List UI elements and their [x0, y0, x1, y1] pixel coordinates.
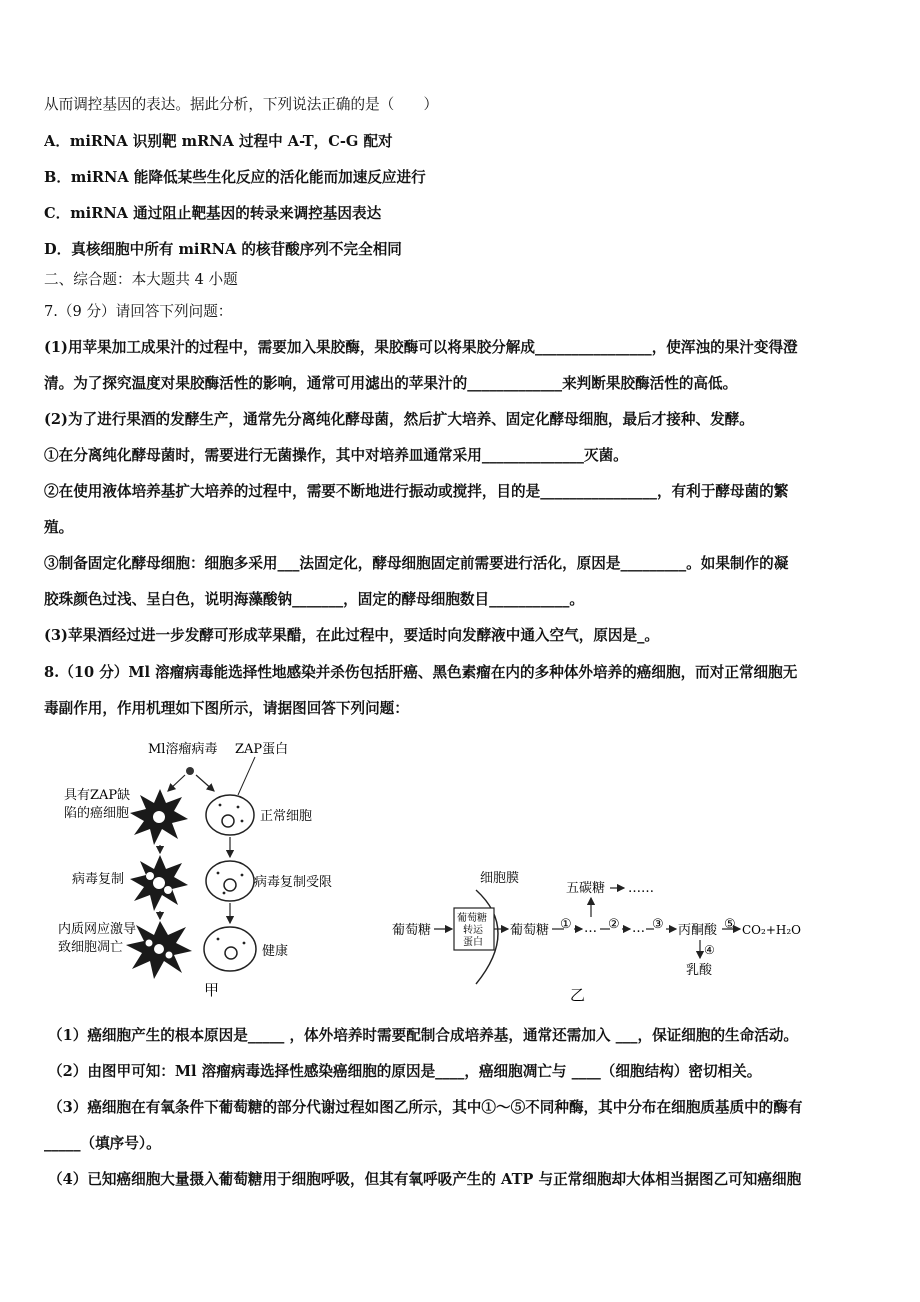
- normal-cell-3: [204, 927, 256, 971]
- figure-jia: [50, 733, 370, 1008]
- lactate-label: 乳酸: [686, 963, 713, 978]
- option-b: B．miRNA 能降低某些生化反应的活化能而加速反应进行: [44, 169, 426, 186]
- transporter-line-2: 转运: [463, 925, 483, 936]
- healthy-label: 健康: [262, 944, 289, 959]
- q7-part2-item1: ①在分离纯化酵母菌时，需要进行无菌操作，其中对培养皿通常采用______________灭菌。: [44, 447, 628, 464]
- glucose-inside: 葡萄糖: [510, 923, 550, 938]
- option-d: D．真核细胞中所有 miRNA 的核苷酸序列不完全相同: [44, 241, 402, 258]
- pentose-label: 五碳糖: [566, 881, 606, 896]
- q7-part3: (3)苹果酒经过进一步发酵可形成苹果醋，在此过程中，要适时向发酵液中通入空气，原因是_。: [44, 627, 660, 644]
- cancer-cell-label-2: 陷的癌细胞: [64, 806, 130, 821]
- step-5: ⑤: [724, 917, 736, 932]
- zap-pointer: [238, 757, 255, 795]
- virus-label: Ml溶瘤病毒: [148, 742, 218, 757]
- q7-part2-item2-line2: 殖。: [44, 519, 74, 536]
- q7-part2: (2)为了进行果酒的发酵生产，通常先分离纯化酵母菌，然后扩大培养、固定化酵母细胞，最后才接种、发酵。: [44, 411, 754, 428]
- cancer-cell-2: [130, 855, 188, 911]
- glucose-outside: 葡萄糖: [392, 923, 432, 938]
- replicate-label: 病毒复制: [72, 872, 125, 887]
- q7-part1-line1: (1)用苹果加工成果汁的过程中，需要加入果胶酶，果胶酶可以将果胶分解成________________，使浑浊的果汁变得澄: [44, 339, 798, 356]
- arrow-virus-cancer: [168, 775, 185, 791]
- q8-part4: （4）已知癌细胞大量摄入葡萄糖用于细胞呼吸，但其有氧呼吸产生的 ATP 与正常细胞却大体相当据图乙可知癌细胞: [48, 1171, 802, 1188]
- cancer-cell-label-1: 具有ZAP缺: [64, 788, 131, 803]
- question-6-stem-end: 从而调控基因的表达。据此分析，下列说法正确的是（ ）: [44, 96, 439, 113]
- figure-yi: [388, 862, 818, 1007]
- q7-part2-item3-line2: 胶珠颜色过浅、呈白色，说明海藻酸钠_______，固定的酵母细胞数目___________。: [44, 591, 584, 608]
- co2-h2o-label: CO₂+H₂O: [742, 923, 801, 937]
- q7-part2-item2-line1: ②在使用液体培养基扩大培养的过程中，需要不断地进行振动或搅拌，目的是________________，有利于酵母菌的繁: [44, 483, 789, 500]
- q8-part3-line2: _____（填序号）。: [44, 1135, 161, 1152]
- limited-label: 病毒复制受限: [254, 875, 333, 890]
- step-1: ①: [560, 917, 572, 932]
- question-8-line2: 毒副作用，作用机理如下图所示，请据图回答下列问题：: [44, 700, 409, 717]
- cancer-cell-1: [130, 789, 188, 845]
- q8-part2: （2）由图甲可知：Ml 溶瘤病毒选择性感染癌细胞的原因是____，癌细胞凋亡与 ____（细胞结构）密切相关。: [48, 1063, 762, 1080]
- question-8-line1: 8.（10 分）Ml 溶瘤病毒能选择性地感染并杀伤包括肝癌、黑色素瘤在内的多种体外培养的癌细胞，而对正常细胞无: [44, 664, 798, 681]
- pyruvate-label: 丙酮酸: [678, 923, 718, 938]
- section-title: 二、综合题：本大题共 4 小题: [44, 271, 238, 288]
- option-c: C．miRNA 通过阻止靶基因的转录来调控基因表达: [44, 205, 382, 222]
- q7-part1-line2: 清。为了探究温度对果胶酶活性的影响，通常可用滤出的苹果汁的_____________来判断果胶酶活性的高低。: [44, 375, 738, 392]
- transporter-line-3: 蛋白: [463, 937, 483, 948]
- zap-label: ZAP蛋白: [235, 742, 289, 757]
- q8-part1: （1）癌细胞产生的根本原因是_____ ，体外培养时需要配制合成培养基，通常还需加入 ___，保证细胞的生命活动。: [48, 1027, 799, 1044]
- option-a: A．miRNA 识别靶 mRNA 过程中 A-T，C-G 配对: [44, 133, 393, 150]
- step-4: ④: [704, 943, 715, 957]
- q8-part3-line1: （3）癌细胞在有氧条件下葡萄糖的部分代谢过程如图乙所示，其中①～⑤不同种酶，其中分布在细胞质基质中的酶有: [48, 1099, 803, 1116]
- step-2: ②: [608, 917, 620, 932]
- normal-cell-1: [206, 795, 254, 835]
- ellipsis-2: …: [632, 921, 645, 936]
- normal-cell-label: 正常细胞: [260, 809, 313, 824]
- q7-part2-item3-line1: ③制备固定化酵母细胞：细胞多采用___法固定化，酵母细胞固定前需要进行活化，原因是_________。如果制作的凝: [44, 555, 789, 572]
- pentose-dots: ……: [628, 881, 654, 896]
- transporter-line-1: 葡萄糖: [457, 913, 487, 924]
- question-7-title: 7.（9 分）请回答下列问题：: [44, 303, 233, 320]
- er-stress-label-2: 致细胞凋亡: [58, 940, 124, 955]
- figure-yi-label: 乙: [570, 986, 586, 1004]
- virus-particle: [186, 767, 194, 775]
- arrow-virus-normal: [196, 775, 214, 791]
- figure-jia-label: 甲: [204, 981, 220, 999]
- normal-cell-2: [206, 861, 254, 901]
- step-3: ③: [652, 917, 664, 932]
- er-stress-label-1: 内质网应激导: [58, 922, 137, 937]
- ellipsis-1: …: [584, 921, 597, 936]
- membrane-label: 细胞膜: [480, 871, 520, 886]
